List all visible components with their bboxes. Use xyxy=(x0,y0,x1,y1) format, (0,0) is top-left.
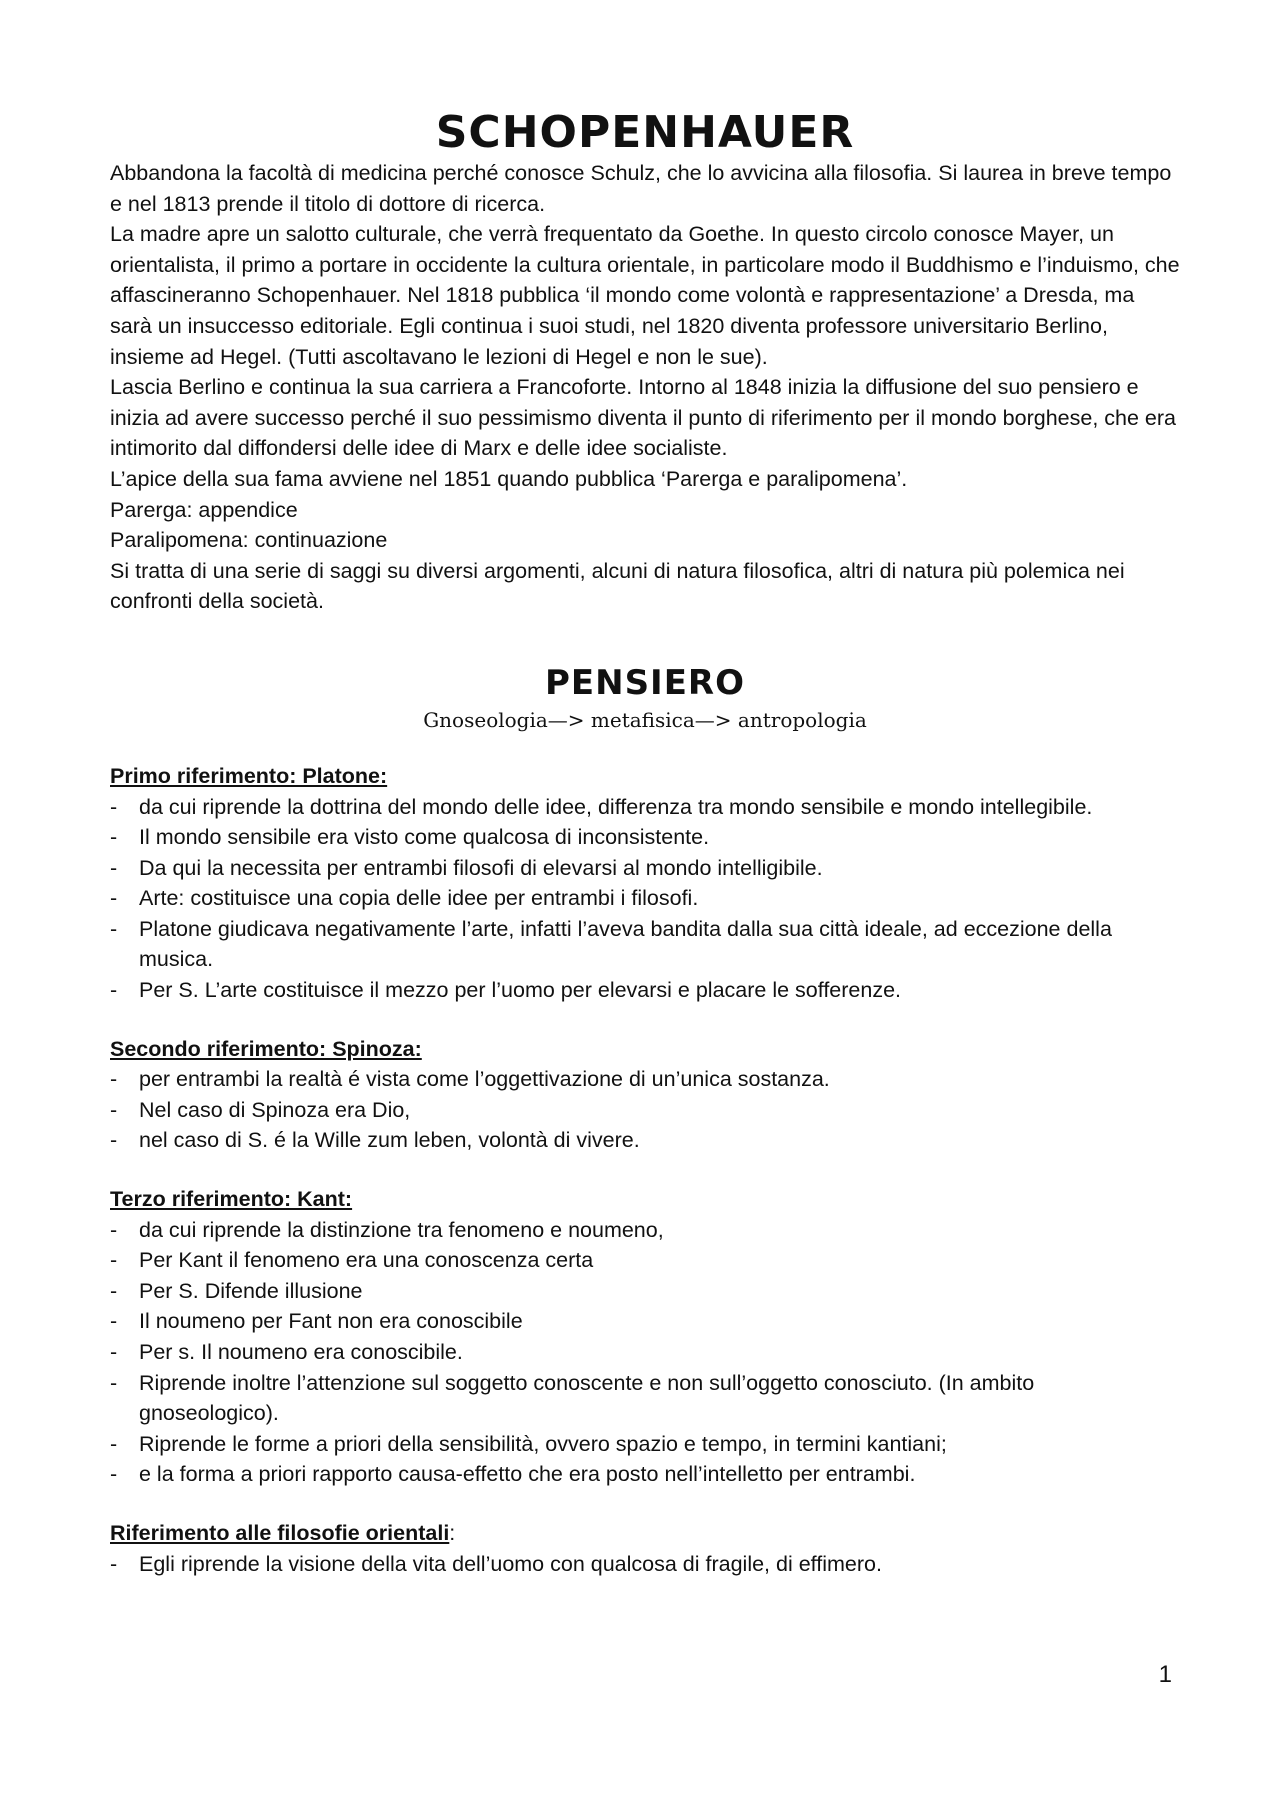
list-item-text: Per S. Difende illusione xyxy=(139,1278,363,1303)
dash-bullet: - xyxy=(110,1217,118,1242)
reference-heading-text: Terzo riferimento: Kant: xyxy=(110,1187,353,1212)
list-item-text: e la forma a priori rapporto causa-effetto che era posto nell’intelletto per entrambi. xyxy=(139,1462,916,1487)
intro-paragraph: Parerga: appendice xyxy=(110,497,298,522)
reference-heading xyxy=(110,761,1180,792)
reference-heading-suffix: : xyxy=(449,1520,456,1545)
dash-bullet: - xyxy=(110,1462,118,1487)
list-item-text: Arte: costituisce una copia delle idee per entrambi i filosofi. xyxy=(139,886,699,911)
intro-paragraph: Lascia Berlino e continua la sua carriera a Francoforte. Intorno al 1848 inizia la diffusione del suo pensiero e inizia ad avere successo perché il suo pessimismo diventa il punto di riferimento per il mondo borghese, che era intimorito dal diffondersi delle idee di Marx e delle idee socialiste. xyxy=(110,375,1176,461)
list-item-text: Da qui la necessita per entrambi filosofi di elevarsi al mondo intelligibile. xyxy=(139,855,823,880)
dash-bullet: - xyxy=(110,1248,118,1273)
list-item xyxy=(110,853,1180,884)
dash-bullet: - xyxy=(110,794,118,819)
list-item-text: Per Kant il fenomeno era una conoscenza certa xyxy=(139,1248,594,1273)
intro-paragraph: Paralipomena: continuazione xyxy=(110,528,388,553)
list-item-text: Nel caso di Spinoza era Dio, xyxy=(139,1097,411,1122)
dash-bullet: - xyxy=(110,825,118,850)
page-title: SCHOPENHAUER xyxy=(435,107,855,158)
dash-bullet: - xyxy=(110,1097,118,1122)
reference-kant xyxy=(110,1184,1180,1490)
dash-bullet: - xyxy=(110,1309,118,1334)
list-item-text: da cui riprende la dottrina del mondo delle idee, differenza tra mondo sensibile e mondo intellegibile. xyxy=(139,794,1093,819)
dash-bullet: - xyxy=(110,1278,118,1303)
dash-bullet: - xyxy=(110,1431,118,1456)
list-item-text: nel caso di S. é la Wille zum leben, volontà di vivere. xyxy=(139,1128,640,1153)
list-item-text: Per S. L’arte costituisce il mezzo per l’uomo per elevarsi e placare le sofferenze. xyxy=(139,978,902,1003)
list-item-text: da cui riprende la distinzione tra fenomeno e noumeno, xyxy=(139,1217,664,1242)
dash-bullet: - xyxy=(110,1551,118,1576)
document-page xyxy=(110,108,1180,1579)
list-item xyxy=(110,1549,1180,1580)
list-item xyxy=(110,1429,1180,1460)
list-item xyxy=(110,1064,1180,1095)
list-item xyxy=(110,1459,1180,1490)
reference-heading-text: Secondo riferimento: Spinoza: xyxy=(110,1036,422,1061)
section-subtitle: Gnoseologia—> metafisica—> antropologia xyxy=(423,707,867,732)
list-item xyxy=(110,1306,1180,1337)
list-item xyxy=(110,1125,1180,1156)
reference-heading xyxy=(110,1034,1180,1065)
intro-section xyxy=(110,158,1180,617)
reference-oriental-philosophies xyxy=(110,1518,1180,1579)
intro-paragraph: L’apice della sua fama avviene nel 1851 quando pubblica ‘Parerga e paralipomena’. xyxy=(110,466,908,491)
dash-bullet: - xyxy=(110,886,118,911)
list-item xyxy=(110,914,1180,975)
reference-spinoza xyxy=(110,1034,1180,1156)
dash-bullet: - xyxy=(110,1067,118,1092)
list-item xyxy=(110,792,1180,823)
list-item-text: Per s. Il noumeno era conoscibile. xyxy=(139,1340,463,1364)
dash-bullet: - xyxy=(110,916,118,941)
reference-heading-text: Riferimento alle filosofie orientali xyxy=(110,1520,450,1545)
list-item xyxy=(110,1245,1180,1276)
list-item-text: Egli riprende la visione della vita dell’uomo con qualcosa di fragile, di effimero. xyxy=(139,1551,882,1576)
section-title: PENSIERO xyxy=(544,662,746,703)
reference-list xyxy=(110,1549,1180,1580)
list-item-text: Il noumeno per Fant non era conoscibile xyxy=(139,1309,523,1334)
list-item xyxy=(110,1276,1180,1307)
reference-heading xyxy=(110,1184,1180,1215)
reference-list xyxy=(110,1064,1180,1156)
reference-heading xyxy=(110,1518,1180,1549)
intro-paragraph: Si tratta di una serie di saggi su diversi argomenti, alcuni di natura filosofica, altri di natura più polemica nei confronti della società. xyxy=(110,558,1125,614)
intro-paragraph: La madre apre un salotto culturale, che verrà frequentato da Goethe. In questo circolo conosce Mayer, un orientalista, il primo a portare in occidente la cultura orientale, in particolare modo il Buddhismo e l’induismo, che affascineranno Schopenhauer. Nel 1818 pubblica ‘il mondo come volontà e rappresentazione’ a Dresda, ma sarà un insuccesso editoriale. Egli continua i suoi studi, nel 1820 diventa professore universitario Berlino, insieme ad Hegel. (Tutti ascoltavano le lezioni di Hegel e non le sue). xyxy=(110,222,1180,369)
list-item xyxy=(110,1337,1180,1368)
reference-heading-text: Primo riferimento: Platone: xyxy=(110,763,388,788)
list-item xyxy=(110,1215,1180,1246)
dash-bullet: - xyxy=(110,1340,118,1364)
list-item xyxy=(110,1368,1180,1429)
list-item-text: Il mondo sensibile era visto come qualcosa di inconsistente. xyxy=(139,825,710,850)
dash-bullet: - xyxy=(110,1128,118,1153)
reference-platone xyxy=(110,761,1180,1006)
intro-paragraph: Abbandona la facoltà di medicina perché conosce Schulz, che lo avvicina alla filosofia. Si laurea in breve tempo e nel 1813 prende il titolo di dottore di ricerca. xyxy=(110,161,1172,216)
reference-list xyxy=(110,792,1180,1006)
list-item-text: Riprende inoltre l’attenzione sul soggetto conoscente e non sull’oggetto conosciuto. (In ambito gnoseologico). xyxy=(139,1370,1035,1426)
list-item xyxy=(110,975,1180,1006)
list-item xyxy=(110,883,1180,914)
list-item xyxy=(110,822,1180,853)
reference-list xyxy=(110,1215,1180,1490)
dash-bullet: - xyxy=(110,855,118,880)
list-item xyxy=(110,1095,1180,1126)
dash-bullet: - xyxy=(110,978,118,1003)
list-item-text: Platone giudicava negativamente l’arte, infatti l’aveva bandita dalla sua città ideale, ad eccezione della musica. xyxy=(139,916,1112,972)
page-number: 1 xyxy=(1158,1661,1172,1688)
list-item-text: Riprende le forme a priori della sensibilità, ovvero spazio e tempo, in termini kantiani; xyxy=(139,1431,947,1456)
list-item-text: per entrambi la realtà é vista come l’oggettivazione di un’unica sostanza. xyxy=(139,1067,830,1092)
dash-bullet: - xyxy=(110,1370,118,1395)
